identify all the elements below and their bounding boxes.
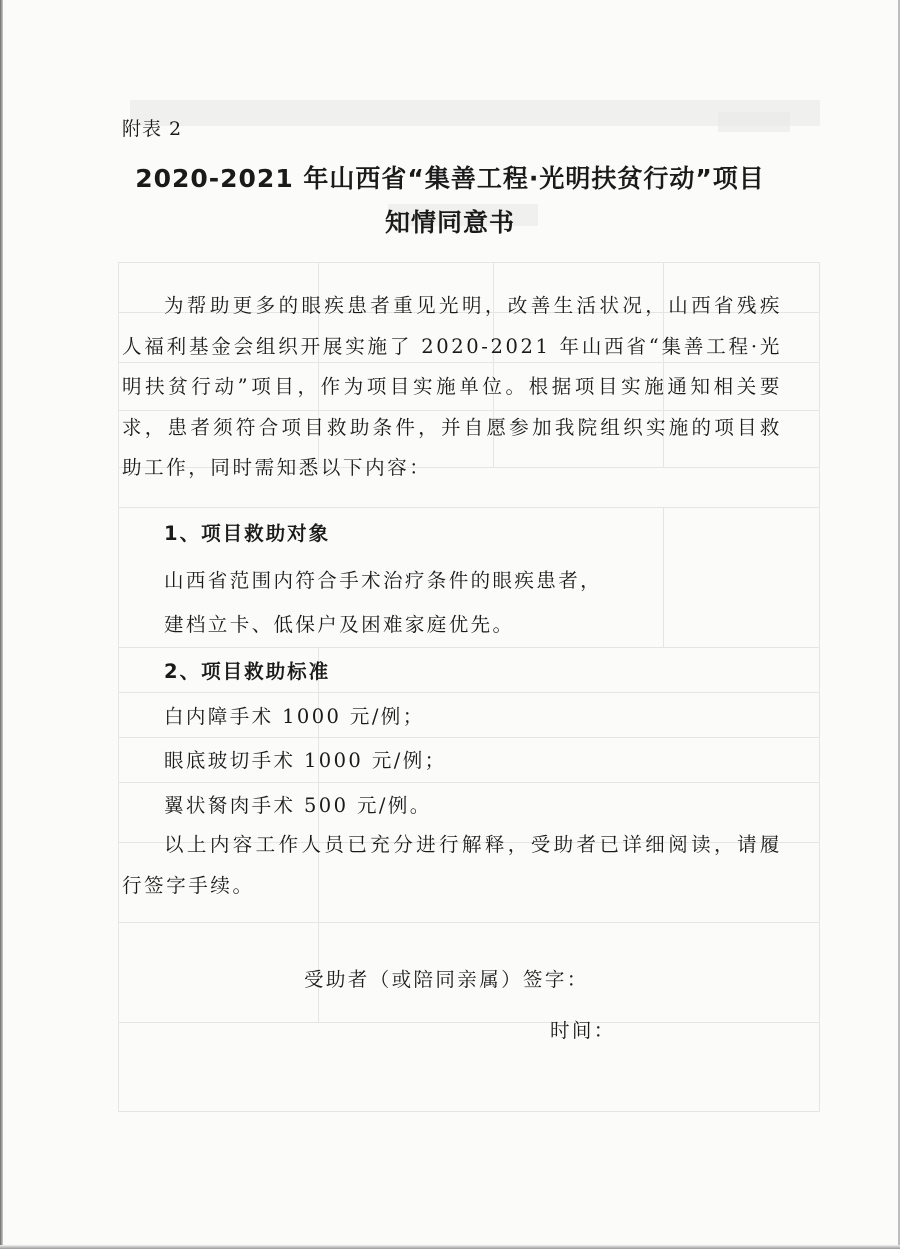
signer-label: 受助者（或陪同亲属）签字： bbox=[304, 968, 589, 991]
time-label: 时间： bbox=[550, 1019, 616, 1042]
attachment-label: 附表 2 bbox=[122, 118, 183, 140]
document-title-line1: 2020-2021 年山西省“集善工程·光明扶贫行动”项目 bbox=[135, 164, 765, 193]
document-title-line2: 知情同意书 bbox=[384, 208, 515, 237]
section2-line: 眼底玻切手术 1000 元/例； bbox=[164, 749, 447, 772]
intro-paragraph: 为帮助更多的眼疾患者重见光明，改善生活状况，山西省残疾人福利基金会组织开展实施了 2020-2021 年山西省“集善工程·光明扶贫行动”项目，作为项目实施单位。根据项目实施通知相关要求，患者须符合项目救助条件，并自愿参加我院组织实施的项目救助工作，同时需知悉以下内容： bbox=[122, 294, 782, 479]
section2-line: 翼状胬肉手术 500 元/例。 bbox=[164, 794, 432, 817]
section2-heading: 2、项目救助标准 bbox=[164, 660, 331, 683]
page-edge-bottom bbox=[0, 1245, 900, 1249]
section2-line: 白内障手术 1000 元/例； bbox=[164, 705, 425, 728]
closing-paragraph: 以上内容工作人员已充分进行解释，受助者已详细阅读，请履行签字手续。 bbox=[122, 833, 782, 897]
section1-heading: 1、项目救助对象 bbox=[164, 522, 331, 545]
section1-line: 山西省范围内符合手术治疗条件的眼疾患者， bbox=[164, 569, 603, 592]
section1-line: 建档立卡、低保户及困难家庭优先。 bbox=[164, 613, 515, 636]
